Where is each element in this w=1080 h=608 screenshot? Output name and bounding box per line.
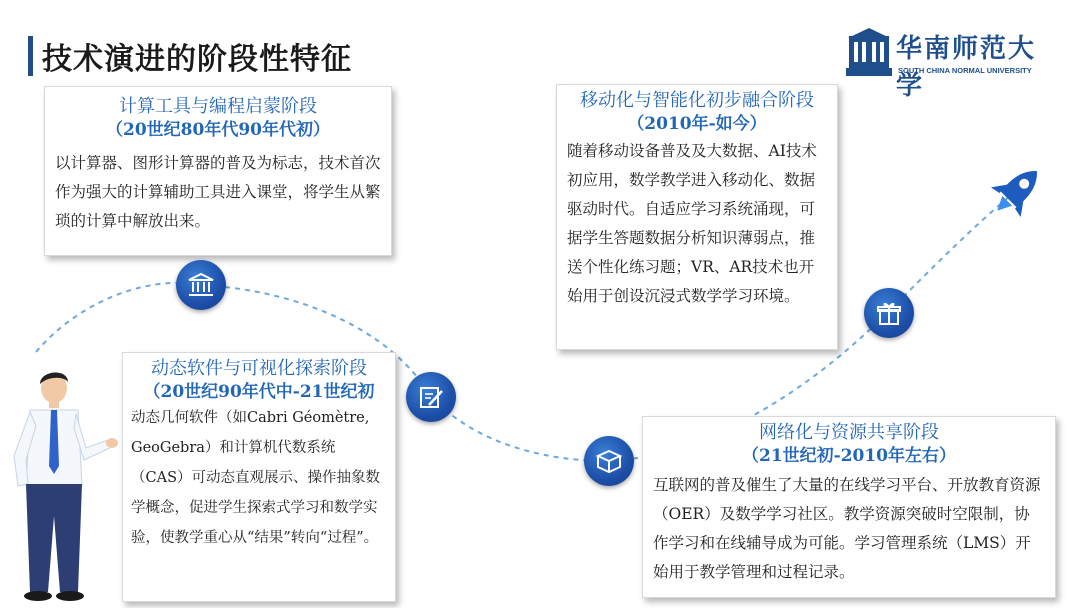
stage-card-network-sharing xyxy=(642,416,1056,598)
stage-period: （21世纪初-2010年左右） xyxy=(741,446,957,466)
box-icon xyxy=(584,436,634,486)
rocket-icon xyxy=(980,158,1050,228)
stage-period: （20世纪80年代90年代初） xyxy=(106,120,330,140)
stage-title: 移动化与智能化初步融合阶段 xyxy=(580,90,814,111)
bank-icon xyxy=(176,260,226,310)
stage-period: （2010年-如今） xyxy=(627,114,767,134)
gift-icon xyxy=(864,288,914,338)
stage-card-mobile-intelligent xyxy=(556,84,838,350)
stage-description: 随着移动设备普及及大数据、AI技术初应用，数学教学进入移动化、数据驱动时代。自适应学习系统涌现，可据学生答题数据分析知识薄弱点，推送个性化练习题；VR、AR技术也开始用于创设沉浸式数学学习环境。 xyxy=(567,142,817,305)
stage-title: 计算工具与编程启蒙阶段 xyxy=(119,96,317,117)
stage-description: 以计算器、图形计算器的普及为标志，技术首次作为强大的计算辅助工具进入课堂，将学生从繁琐的计算中解放出来。 xyxy=(55,154,381,230)
stage-title: 动态软件与可视化探索阶段 xyxy=(151,358,367,379)
stage-card-computing-tools xyxy=(44,86,392,256)
stage-description: 互联网的普及催生了大量的在线学习平台、开放教育资源（OER）及数学学习社区。教学资源突破时空限制，协作学习和在线辅导成为可能。学习管理系统（LMS）开始用于教学管理和过程记录。 xyxy=(653,476,1041,581)
stage-title: 网络化与资源共享阶段 xyxy=(759,422,939,443)
page-title: 技术演进的阶段性特征 xyxy=(42,42,352,77)
stage-period: （20世纪90年代中-21世纪初 xyxy=(143,382,375,402)
stage-card-dynamic-software xyxy=(122,352,396,602)
logo-english-name: SOUTH CHINA NORMAL UNIVERSITY xyxy=(898,66,1032,75)
presenter-figure xyxy=(4,366,124,606)
logo-chinese-name: 华南师范大学 xyxy=(896,34,1037,101)
edit-icon xyxy=(406,372,456,422)
stage-description: 动态几何软件（如Cabri Géomètre, GeoGebra）和计算机代数系统（CAS）可动态直观展示、操作抽象数学概念，促进学生探索式学习和数学实验，使教学重心从“结果”转向“过程”。 xyxy=(131,410,380,546)
